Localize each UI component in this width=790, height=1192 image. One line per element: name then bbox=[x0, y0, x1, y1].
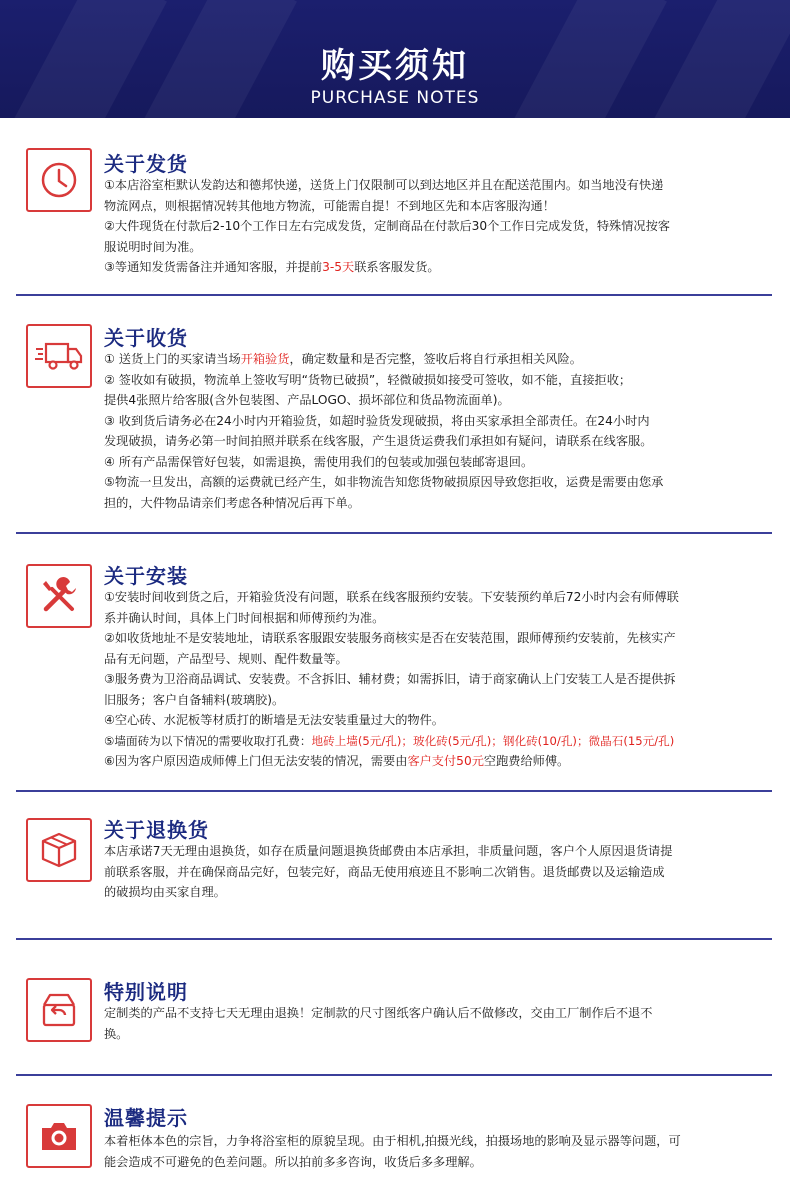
text-line: ②大件现货在付款后2-10个工作日左右完成发货，定制商品在付款后30个工作日完成发货，特殊情况按客 bbox=[104, 219, 670, 233]
section-title: 关于发货 bbox=[104, 152, 188, 176]
highlight-text: 客户支付50元 bbox=[407, 754, 484, 768]
text-line: ①安装时间收到货之后，开箱验货没有问题，联系在线客服预约安装。下安装预约单后72小时内会有师傅联 bbox=[104, 590, 679, 604]
shipping-icon-box bbox=[26, 148, 92, 212]
special-icon-box bbox=[26, 978, 92, 1042]
tips-icon-box bbox=[26, 1104, 92, 1168]
section-installation bbox=[0, 560, 790, 790]
section-body bbox=[104, 1003, 780, 1044]
section-receiving bbox=[0, 322, 790, 532]
section-divider bbox=[16, 938, 772, 940]
section-shipping bbox=[0, 148, 790, 294]
text-line: 的破损均由买家自理。 bbox=[104, 885, 226, 899]
receiving-icon-box bbox=[26, 324, 92, 388]
tools-icon bbox=[38, 575, 80, 617]
text-line: ②如收货地址不是安装地址，请联系客服跟安装服务商核实是否在安装范围，跟师傅预约安装前，先核实产 bbox=[104, 631, 676, 645]
text-line: 定制类的产品不支持七天无理由退换！定制款的尺寸图纸客户确认后不做修改，交由工厂制作后不退不 bbox=[104, 1006, 653, 1020]
text-line: 旧服务；客户自备辅料(玻璃胶)。 bbox=[104, 692, 285, 707]
text-line: 换。 bbox=[104, 1026, 129, 1041]
delivery-truck-icon bbox=[34, 338, 84, 374]
text-line: 能会造成不可避免的色差问题。所以拍前多多咨询，收货后多多理解。 bbox=[104, 1154, 482, 1169]
text-line: 本着柜体本色的宗旨，力争将浴室柜的原貌呈现。由于相机,拍摄光线，拍摄场地的影响及显示器等问题，可 bbox=[104, 1134, 681, 1148]
camera-icon bbox=[39, 1119, 79, 1153]
text-line: ① 送货上门的买家请当场开箱验货，确定数量和是否完整，签收后将自行承担相关风险。 bbox=[104, 352, 582, 366]
page-subtitle: PURCHASE NOTES bbox=[310, 88, 480, 108]
installation-icon-box bbox=[26, 564, 92, 628]
section-title: 关于退换货 bbox=[104, 818, 209, 842]
section-title: 特别说明 bbox=[104, 980, 188, 1004]
section-body bbox=[104, 587, 780, 772]
text-line: ③服务费为卫浴商品调试、安装费。不含拆旧、辅材费；如需拆旧，请于商家确认上门安装工人是否提供拆 bbox=[104, 672, 676, 686]
highlight-text: 地砖上墙(5元/孔)；玻化砖(5元/孔)；钢化砖(10/孔)；微晶石(15元/孔) bbox=[311, 733, 675, 748]
page-title: 购买须知 bbox=[321, 46, 469, 86]
header-banner bbox=[0, 0, 790, 118]
section-friendly-tips bbox=[0, 1102, 790, 1186]
text-line: 服说明时间为准。 bbox=[104, 239, 202, 254]
text-line: 提供4张照片给客服(含外包装图、产品LOGO、损坏部位和货品物流面单)。 bbox=[104, 393, 510, 407]
text-line: ④ 所有产品需保管好包装，如需退换，需使用我们的包装或加强包装邮寄退回。 bbox=[104, 454, 534, 469]
highlight-text: 3-5天 bbox=[322, 260, 355, 274]
section-body bbox=[104, 1131, 780, 1172]
text-line: 本店承诺7天无理由退换货，如存在质量问题退换货邮费由本店承担，非质量问题，客户个人原因退货请提 bbox=[104, 844, 673, 858]
section-title: 关于收货 bbox=[104, 326, 188, 350]
section-returns bbox=[0, 814, 790, 938]
text-line: 前联系客服，并在确保商品完好，包装完好，商品无使用痕迹且不影响二次销售。退货邮费以及运输造成 bbox=[104, 864, 665, 879]
text-line: ①本店浴室柜默认发韵达和德邦快递，送货上门仅限制可以到达地区并且在配送范围内。如当地没有快递 bbox=[104, 178, 664, 192]
section-special-notes bbox=[0, 976, 790, 1074]
text-line: ③等通知发货需备注并通知客服，并提前3-5天联系客服发货。 bbox=[104, 260, 440, 274]
section-title: 温馨提示 bbox=[104, 1106, 188, 1130]
text-line: ⑥因为客户原因造成师傅上门但无法安装的情况，需要由客户支付50元空跑费给师傅。 bbox=[104, 754, 570, 768]
text-line: 品有无问题，产品型号、规则、配件数量等。 bbox=[104, 651, 348, 666]
text-line: ② 签收如有破损，物流单上签收写明“货物已破损”，轻微破损如接受可签收，如不能，直接拒收； bbox=[104, 372, 632, 387]
box-icon bbox=[39, 830, 79, 870]
section-body bbox=[104, 349, 780, 513]
returns-icon-box bbox=[26, 818, 92, 882]
highlight-text: 开箱验货 bbox=[240, 352, 290, 366]
section-title: 关于安装 bbox=[104, 564, 188, 588]
text-line: 系并确认时间，具体上门时间根据和师傅预约为准。 bbox=[104, 610, 385, 625]
text-line: 担的，大件物品请亲们考虑各种情况后再下单。 bbox=[104, 495, 360, 510]
clock-icon bbox=[39, 160, 79, 200]
section-divider bbox=[16, 790, 772, 792]
text-line: ⑤墙面砖为以下情况的需要收取打孔费：地砖上墙(5元/孔)；玻化砖(5元/孔)；钢化砖(10/孔)；微晶石(15元/孔) bbox=[104, 733, 675, 748]
text-line: ⑤物流一旦发出，高额的运费就已经产生，如非物流告知您货物破损原因导致您拒收，运费是需要由您承 bbox=[104, 475, 664, 489]
text-line: ④空心砖、水泥板等材质打的断墙是无法安装重量过大的物件。 bbox=[104, 713, 444, 727]
text-line: ③ 收到货后请务必在24小时内开箱验货，如超时验货发现破损，将由买家承担全部责任。在24小时内 bbox=[104, 413, 650, 428]
return-icon bbox=[39, 991, 79, 1029]
text-line: 物流网点，则根据情况转其他地方物流，可能需自提！不到地区先和本店客服沟通！ bbox=[104, 198, 555, 213]
section-body bbox=[104, 841, 780, 903]
section-divider bbox=[16, 532, 772, 534]
section-body bbox=[104, 175, 780, 278]
section-divider bbox=[16, 294, 772, 296]
section-divider bbox=[16, 1074, 772, 1076]
text-line: 发现破损，请务必第一时间拍照并联系在线客服，产生退货运费我们承担如有疑问，请联系在线客服。 bbox=[104, 434, 653, 448]
